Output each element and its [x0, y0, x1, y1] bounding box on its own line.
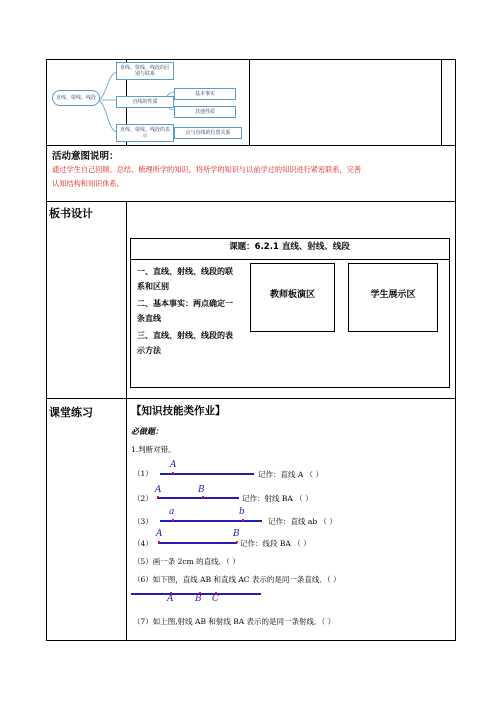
item-2-point-a [157, 496, 159, 498]
label-column-divider [126, 201, 127, 640]
question-1-label: 1.判断对错。 [131, 445, 176, 454]
item-6-text: （6）如下图，直线 AB 和直线 AC 表示的是同一条直线．（ ） [133, 575, 341, 584]
mindmap-leaf-basic-fact: 基本事实 [174, 88, 236, 100]
mindmap-leaf-point-line: 点与直线的位置关系 [174, 127, 242, 139]
board-item-1: 一、直线、射线、线段的联 [137, 267, 233, 276]
mindmap-branch-difference: 直线、射线、线段的区别与联系 [116, 62, 174, 80]
item-4-label-b: B [233, 529, 240, 539]
mindmap-root: 直线、射线、线段 [52, 90, 100, 106]
table-right-border [455, 59, 456, 640]
item-5-text: （5）画一条 2cm 的直线．（ ） [133, 557, 240, 566]
student-area-label: 学生展示区 [370, 290, 416, 300]
activity-text-line-2: 认知结构和知识体系。 [52, 179, 124, 188]
required-heading: 必做题： [131, 426, 163, 436]
table-bottom-border [46, 640, 456, 641]
row-divider-activity [46, 145, 456, 146]
item-2-text: 记作：射线 BA （ ） [242, 494, 313, 503]
item-1-point-a [172, 472, 174, 474]
board-item-5: 三、直线、射线、线段的表 [137, 331, 233, 340]
top-cell-divider-3 [441, 59, 442, 145]
row-divider-board [46, 201, 456, 202]
item-6-label-c: C [212, 594, 219, 604]
mindmap-branch-notation: 直线、射线、线段的表示 [116, 124, 174, 142]
practice-label: 课堂练习 [49, 406, 93, 419]
item-3-label-a: a [169, 507, 175, 517]
item-1-label-a: A [170, 460, 177, 470]
row-divider-practice [46, 398, 456, 399]
item-2-label-b: B [198, 485, 205, 495]
item-4-label-a: A [156, 529, 163, 539]
item-7-text: （7）如上图,射线 AB 和射线 BA 表示的是同一条射线．（ ） [133, 617, 336, 626]
item-3-label-b: b [239, 507, 245, 517]
item-2-point-b [202, 496, 204, 498]
item-4-point-a [158, 541, 160, 543]
board-title: 课题：6.2.1 直线、射线、线段 [229, 242, 350, 252]
item-6-label-b: B [195, 594, 202, 604]
item-3-number: （3） [133, 517, 153, 526]
mindmap-branch-property: 直线的性质 [116, 96, 174, 108]
board-title-divider [130, 259, 449, 260]
activity-text-line-1: 通过学生自己回顾、总结、梳理所学的知识，将所学的知识与以前学过的知识进行紧密联系，完善 [52, 165, 362, 174]
item-4-point-b [236, 541, 238, 543]
item-1-number: （1） [133, 469, 153, 478]
item-4-text: 记作：线段 BA （ ） [240, 539, 311, 548]
item-1-text: 记作：直线 A （ ） [258, 470, 324, 479]
activity-heading: 活动意图说明： [52, 151, 119, 162]
item-3-point-b [242, 519, 244, 521]
mindmap-leaf-other-property: 其他性质 [174, 106, 236, 118]
board-item-3: 二、基本事实：两点确定一 [137, 299, 233, 308]
item-3-point-a [172, 519, 174, 521]
item-4-number: （4） [133, 539, 153, 548]
item-4-segment [158, 542, 237, 544]
board-item-4: 条直线 [137, 314, 161, 323]
item-2-label-a: A [155, 485, 162, 495]
teacher-area-label: 教师板演区 [269, 290, 315, 300]
item-1-line [160, 473, 254, 475]
table-left-border [46, 59, 47, 640]
item-2-ray [157, 497, 239, 499]
item-2-number: （2） [133, 494, 153, 503]
item-3-text: 记作：直线 ab （ ） [268, 517, 337, 526]
practice-section-title: 【知识技能类作业】 [131, 405, 226, 417]
item-3-line [160, 520, 262, 522]
board-label: 板书设计 [49, 207, 93, 220]
board-item-6: 示方法 [137, 346, 161, 355]
board-item-2: 系和区别 [137, 282, 169, 291]
item-6-label-a: A [167, 594, 174, 604]
